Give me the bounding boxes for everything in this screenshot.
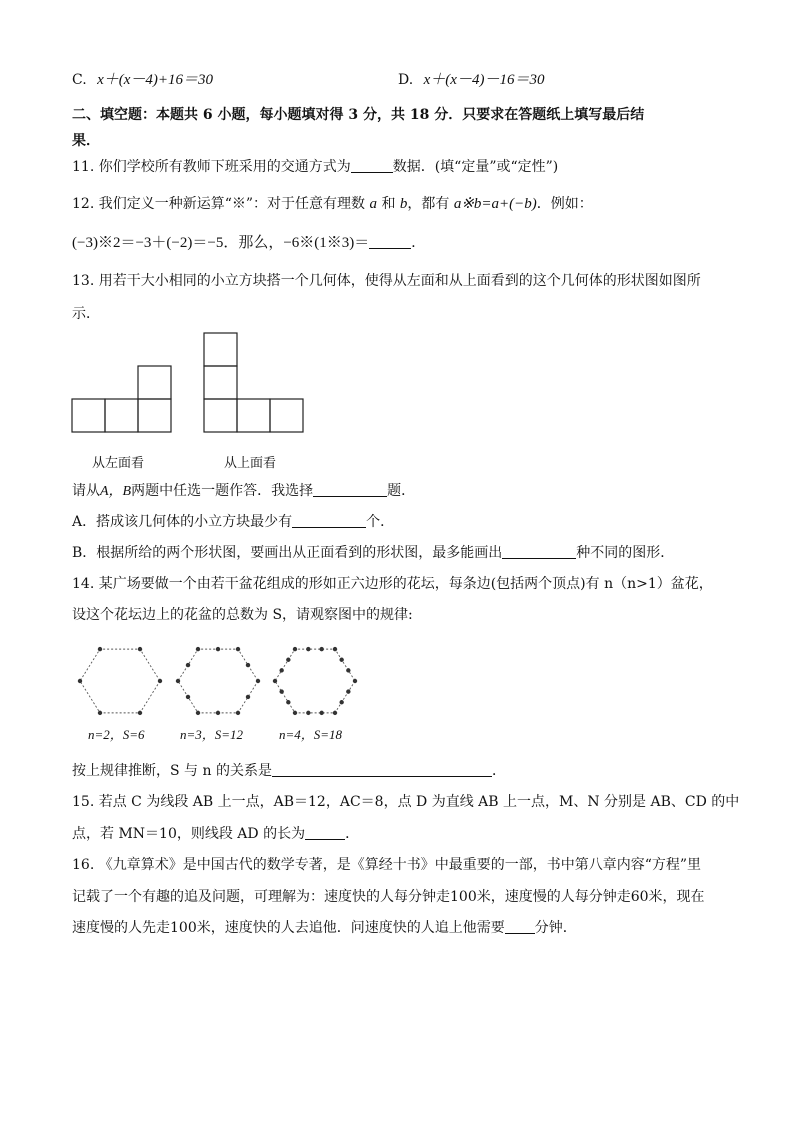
question-16-line1: 16. 《九章算术》是中国古代的数学专著，是《算经十书》中最重要的一部，书中第八章内容“方程”里 <box>72 857 702 873</box>
flower-pot-dot <box>256 679 260 683</box>
flower-pot-dot <box>273 679 277 683</box>
flower-pot-dot <box>286 700 290 704</box>
flower-pot-dot <box>216 647 220 651</box>
question-13-line1: 13. 用若干大小相同的小立方块搭一个几何体，使得从左面和从上面看到的这个几何体的形状图如图所 <box>72 273 701 289</box>
hexagon-3 <box>273 647 357 715</box>
q13-part-b-end: 种不同的图形． <box>576 545 675 561</box>
question-14-line1: 14. 某广场要做一个由若干盆花组成的形如正六边形的花坛，每条边(包括两个顶点)有 n（n>1）盆花， <box>72 576 713 592</box>
q15-answer-blank[interactable] <box>305 825 345 840</box>
q15-end: ． <box>345 826 360 842</box>
option-c-equation: x＋(x－4)+16＝30 <box>97 72 214 88</box>
flower-pot-dot <box>216 711 220 715</box>
q12-definition: a※b=a+(−b) <box>453 196 537 212</box>
flower-pot-dot <box>339 658 343 662</box>
question-15-line1: 15. 若点 C 为线段 AB 上一点，AB＝12，AC＝8，点 D 为直线 AB 上一点，M、N 分别是 AB、CD 的中 <box>72 794 740 810</box>
flower-pot-dot <box>293 711 297 715</box>
question-13-line2: 示． <box>72 306 100 322</box>
flower-pot-dot <box>186 663 190 667</box>
q13-choose-text: 请从 <box>72 483 100 499</box>
q13-part-a-text: A．搭成该几何体的小立方块最少有 <box>72 514 293 530</box>
hex-caption-2: n=3，S=12 <box>180 727 244 742</box>
flower-pot-dot <box>196 711 200 715</box>
flower-pot-dot <box>196 647 200 651</box>
flower-pot-dot <box>98 647 102 651</box>
hexagon-outline <box>178 649 258 713</box>
q14-rule-blank[interactable] <box>272 762 492 777</box>
flower-pot-dot <box>98 711 102 715</box>
flower-pot-dot <box>286 658 290 662</box>
flower-pot-dot <box>293 647 297 651</box>
q13-choose-ab: A，B <box>100 484 132 499</box>
flower-pot-dot <box>319 711 323 715</box>
q13-part-b-text: B．根据所给的两个形状图，要画出从正面看到的形状图，最多能画出 <box>72 545 503 561</box>
option-d-equation: x＋(x－4)－16＝30 <box>423 72 545 88</box>
flower-pot-dot <box>176 679 180 683</box>
option-c-label: C. <box>72 72 87 88</box>
flower-pot-dot <box>138 647 142 651</box>
flower-pot-dot <box>306 711 310 715</box>
q12-example: (−3)※2＝−3＋(−2)＝−5．那么，−6※(1※3)＝ <box>72 235 370 251</box>
hex-caption-1: n=2，S=6 <box>88 727 145 742</box>
flower-pot-dot <box>186 695 190 699</box>
flower-pot-dot <box>246 695 250 699</box>
flower-pot-dot <box>279 689 283 693</box>
q11-text-end: 数据．(填“定量”或“定性”) <box>392 159 559 175</box>
flower-pot-dot <box>138 711 142 715</box>
q11-text: 11. 你们学校所有教师下班采用的交通方式为 <box>72 159 351 175</box>
section-heading-line1: 二、填空题：本题共 6 小题，每小题填对得 3 分，共 18 分．只要求在答题纸上填写最后结 <box>72 107 645 123</box>
caption-left-view: 从左面看 <box>92 456 145 471</box>
flower-pot-dot <box>306 647 310 651</box>
hex-caption-3: n=4，S=18 <box>279 727 343 742</box>
flower-pot-dot <box>346 668 350 672</box>
q16-end: 分钟． <box>534 920 577 936</box>
caption-top-view: 从上面看 <box>224 456 277 471</box>
flower-pot-dot <box>333 647 337 651</box>
q12-text-eg: ．例如： <box>536 196 593 212</box>
flower-pot-dot <box>353 679 357 683</box>
question-16-line2: 记载了一个有趣的追及问题，可理解为：速度快的人每分钟走100米，速度慢的人每分钟走60米，现在 <box>72 889 705 905</box>
flower-pot-dot <box>319 647 323 651</box>
flower-pot-dot <box>346 689 350 693</box>
q12-var-b: b <box>399 196 408 212</box>
q15-text: 点，若 MN＝10，则线段 AD 的长为 <box>72 826 306 842</box>
q16-answer-blank[interactable] <box>505 919 535 934</box>
question-15-line2 <box>72 824 359 844</box>
flower-pot-dot <box>158 679 162 683</box>
q12-text-dou: ，都有 <box>407 196 450 212</box>
q12-end: ． <box>411 235 426 251</box>
option-d-label: D. <box>398 72 414 88</box>
q14-rule-end: ． <box>491 763 506 779</box>
hexagon-1 <box>78 647 162 715</box>
hexagon-outline <box>80 649 160 713</box>
question-14-line2: 设这个花坛边上的花盆的总数为 S，请观察图中的规律: <box>72 607 413 623</box>
q13-part-a-end: 个． <box>366 514 395 530</box>
flower-pot-dot <box>236 647 240 651</box>
q14-rule-text: 按上规律推断，S 与 n 的关系是 <box>72 763 272 779</box>
flower-pot-dot <box>236 711 240 715</box>
flower-pot-dot <box>333 711 337 715</box>
q12-text: 12. 我们定义一种新运算“※”：对于任意有理数 <box>72 196 366 212</box>
q14-rule <box>72 761 506 781</box>
flower-pot-dot <box>78 679 82 683</box>
flower-pot-dot <box>339 700 343 704</box>
q13-choose-end: 题． <box>387 483 416 499</box>
question-16-line3 <box>72 918 577 938</box>
q12-var-a: a <box>369 196 377 212</box>
q13-choose-text2: 两题中任选一题作答．我选择 <box>131 483 314 499</box>
hexagon-2 <box>176 647 260 715</box>
q12-text-he: 和 <box>381 196 396 212</box>
section-heading-line2: 果． <box>72 133 100 149</box>
q16-text: 速度慢的人先走100米，速度快的人去追他．问速度快的人追上他需要 <box>72 920 505 936</box>
flower-pot-dot <box>279 668 283 672</box>
flower-pot-dot <box>246 663 250 667</box>
